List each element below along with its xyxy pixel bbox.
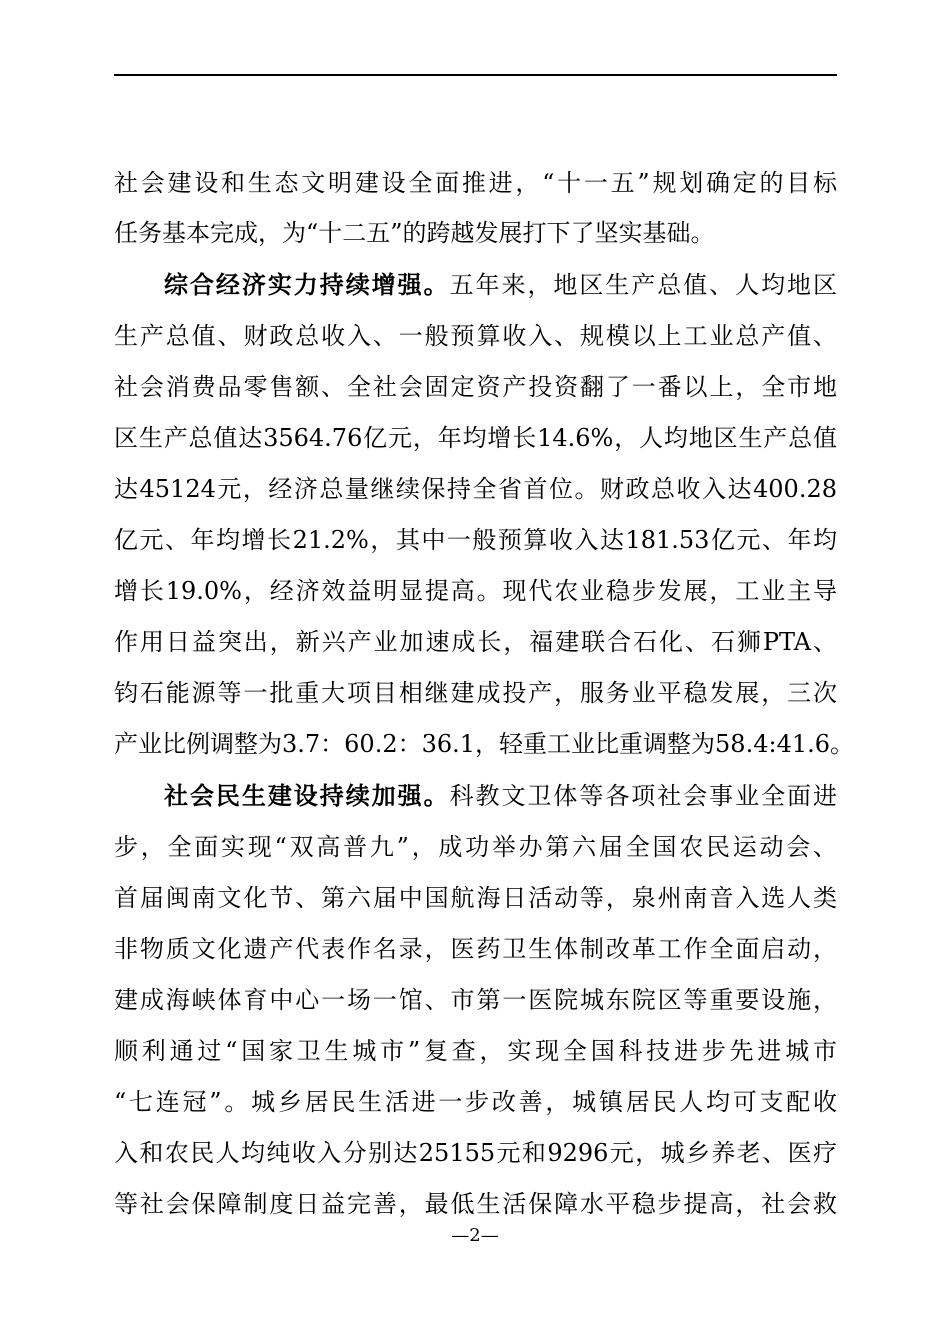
- text-line: 顺利通过“国家卫生城市”复查，实现全国科技进步先进城市: [114, 1037, 837, 1065]
- paragraph-lead-text: 五年来，地区生产总值、人均地区: [449, 271, 838, 299]
- text-line: 钧石能源等一批重大项目相继建成投产，服务业平稳发展，三次: [114, 679, 837, 707]
- text-line: 社会消费品零售额、全社会固定资产投资翻了一番以上，全市地: [114, 373, 837, 401]
- paragraph-lead-text: 科教文卫体等各项社会事业全面进: [449, 782, 838, 810]
- text-line: 非物质文化遗产代表作名录，医药卫生体制改革工作全面启动，: [114, 935, 837, 963]
- text-line: 入和农民人均纯收入分别达25155元和9296元，城乡养老、医疗: [114, 1139, 837, 1167]
- text-line: 作用日益突出，新兴产业加速成长，福建联合石化、石狮PTA、: [114, 628, 837, 656]
- header-rule: [114, 74, 837, 76]
- text-line: 任务基本完成，为“十二五”的跨越发展打下了坚实基础。: [114, 219, 715, 247]
- text-line: 社会建设和生态文明建设全面推进，“十一五”规划确定的目标: [114, 169, 837, 197]
- text-line: 增长19.0%，经济效益明显提高。现代农业稳步发展，工业主导: [114, 577, 837, 605]
- paragraph-heading: 社会民生建设持续加强。: [164, 781, 450, 810]
- text-line: 产业比例调整为3.7：60.2：36.1，轻重工业比重调整为58.4:41.6。: [114, 730, 855, 758]
- text-line: 达45124元，经济总量继续保持全省首位。财政总收入达400.28: [114, 475, 837, 503]
- text-line: “七连冠”。城乡居民生活进一步改善，城镇居民人均可支配收: [114, 1088, 837, 1116]
- text-line: 亿元、年均增长21.2%，其中一般预算收入达181.53亿元、年均: [114, 526, 837, 554]
- paragraph-first-line: [164, 265, 837, 305]
- paragraph-first-line: [164, 776, 837, 816]
- text-line: 首届闽南文化节、第六届中国航海日活动等，泉州南音入选人类: [114, 884, 837, 912]
- text-line: 生产总值、财政总收入、一般预算收入、规模以上工业总产值、: [114, 322, 837, 350]
- text-line: 步，全面实现“双高普九”，成功举办第六届全国农民运动会、: [114, 833, 837, 861]
- text-line: 区生产总值达3564.76亿元，年均增长14.6%，人均地区生产总值: [114, 424, 837, 452]
- text-line: 建成海峡体育中心一场一馆、市第一医院城东院区等重要设施，: [114, 986, 837, 1014]
- text-line: 等社会保障制度日益完善，最低生活保障水平稳步提高，社会救: [114, 1190, 837, 1218]
- page-number: —2—: [451, 1225, 499, 1246]
- paragraph-heading: 综合经济实力持续增强。: [164, 270, 450, 299]
